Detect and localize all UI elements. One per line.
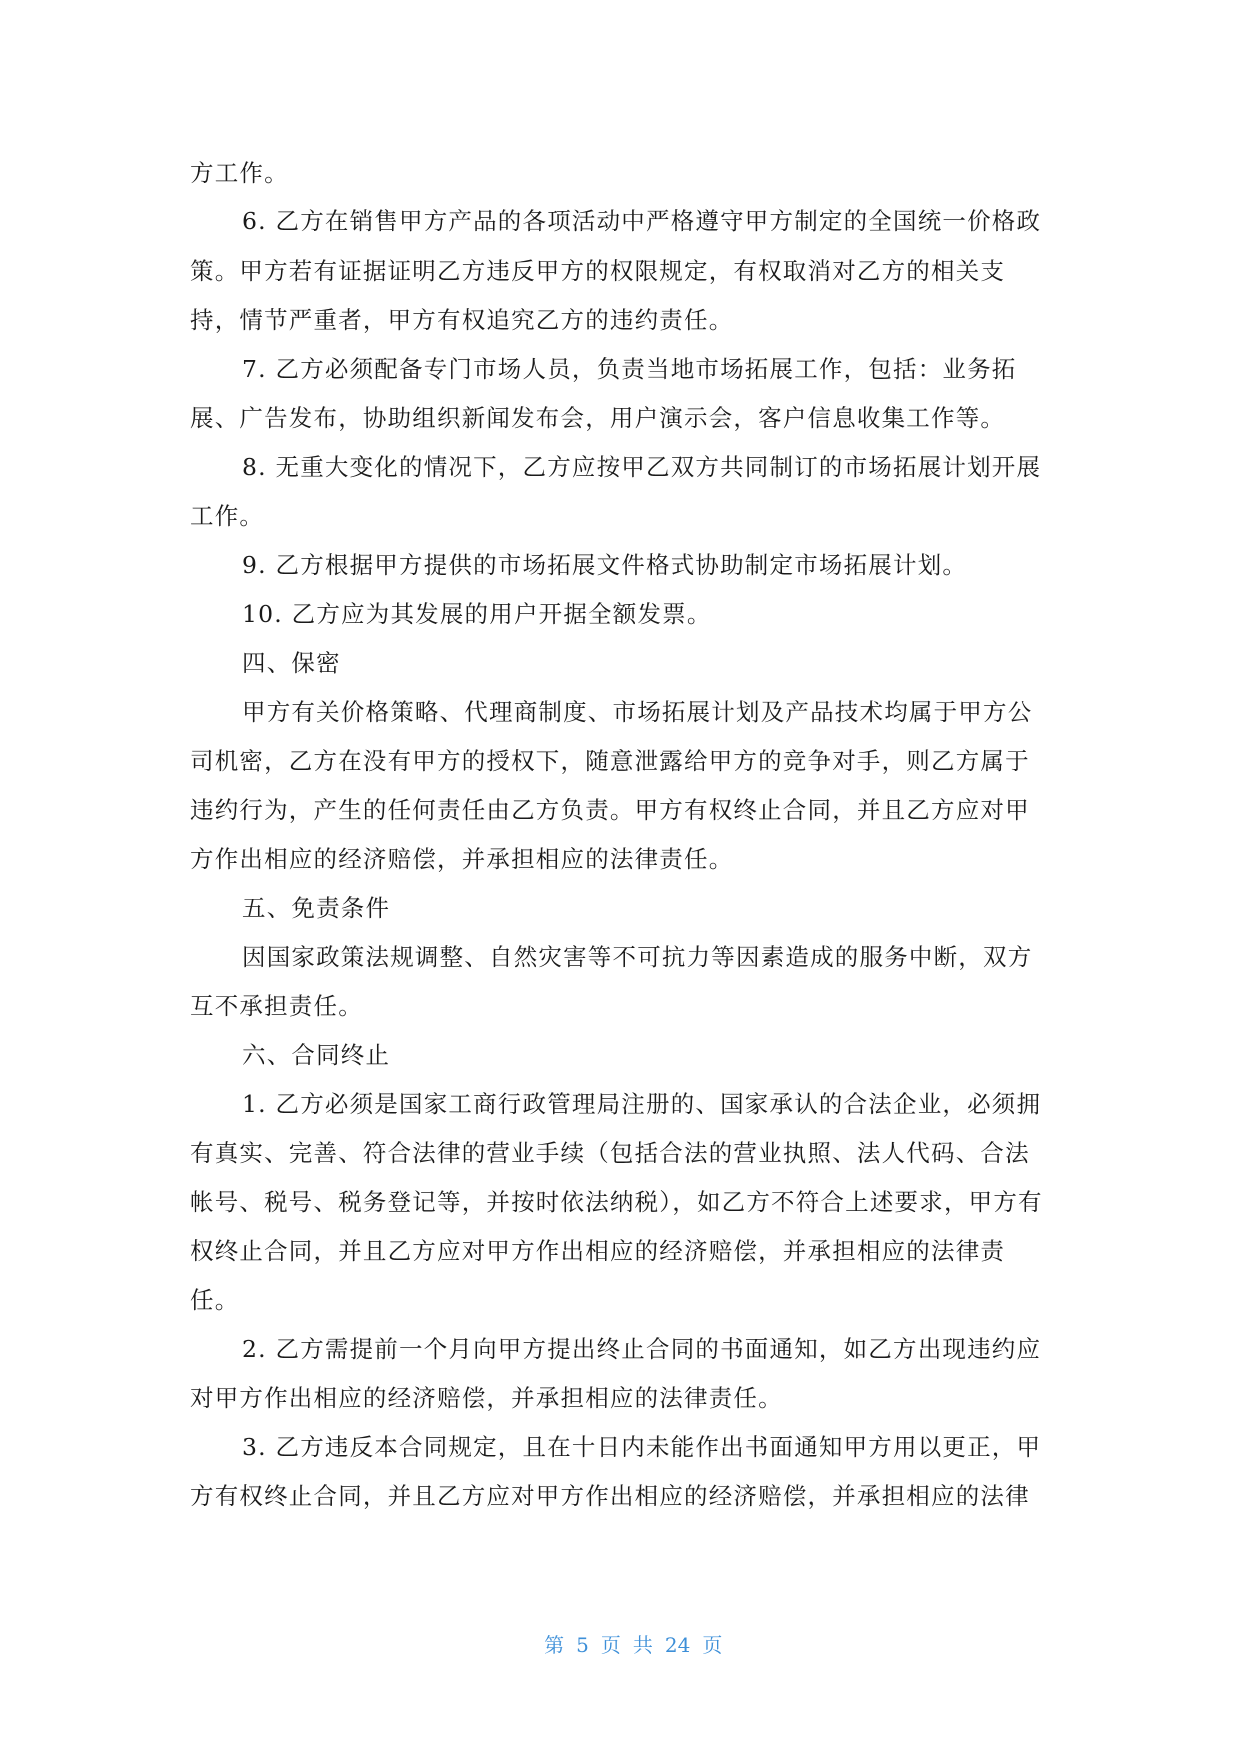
page-number: 5 xyxy=(576,1633,589,1657)
total-pages: 24 xyxy=(664,1633,691,1657)
text-line: 工作。 xyxy=(190,502,265,530)
text-line: 权终止合同，并且乙方应对甲方作出相应的经济赔偿，并承担相应的法律责 xyxy=(190,1237,1006,1265)
text-line: 互不承担责任。 xyxy=(190,992,363,1020)
page-footer xyxy=(0,1605,1241,1682)
text-line: 2. 乙方需提前一个月向甲方提出终止合同的书面通知，如乙方出现违约应 xyxy=(242,1335,1042,1363)
text-line: 帐号、税号、税务登记等，并按时依法纳税），如乙方不符合上述要求，甲方有 xyxy=(190,1188,1043,1216)
text-line: 方工作。 xyxy=(190,159,289,187)
text-line: 任。 xyxy=(190,1286,240,1314)
text-line: 3. 乙方违反本合同规定，且在十日内未能作出书面通知甲方用以更正，甲 xyxy=(242,1433,1042,1461)
text-line: 司机密，乙方在没有甲方的授权下，随意泄露给甲方的竞争对手，则乙方属于 xyxy=(190,747,1030,775)
footer-gong: 共 xyxy=(632,1633,653,1657)
footer-ye2: 页 xyxy=(702,1633,723,1657)
text-line: 1. 乙方必须是国家工商行政管理局注册的、国家承认的合法企业，必须拥 xyxy=(242,1090,1042,1118)
text-line: 9. 乙方根据甲方提供的市场拓展文件格式协助制定市场拓展计划。 xyxy=(242,551,968,579)
text-line: 违约行为，产生的任何责任由乙方负责。甲方有权终止合同，并且乙方应对甲 xyxy=(190,796,1030,824)
text-line: 策。甲方若有证据证明乙方违反甲方的权限规定，有权取消对乙方的相关支 xyxy=(190,257,1006,285)
section-heading: 五、免责条件 xyxy=(242,894,391,922)
footer-ye: 页 xyxy=(600,1633,621,1657)
text-line: 8. 无重大变化的情况下，乙方应按甲乙双方共同制订的市场拓展计划开展 xyxy=(242,453,1042,481)
text-line: 因国家政策法规调整、自然灾害等不可抗力等因素造成的服务中断，双方 xyxy=(242,943,1033,971)
section-heading: 四、保密 xyxy=(242,649,341,677)
footer-di: 第 xyxy=(544,1633,565,1657)
text-line: 甲方有关价格策略、代理商制度、市场拓展计划及产品技术均属于甲方公 xyxy=(242,698,1033,726)
text-line: 持，情节严重者，甲方有权追究乙方的违约责任。 xyxy=(190,306,734,334)
text-line: 10. 乙方应为其发展的用户开据全额发票。 xyxy=(242,600,712,628)
text-line: 有真实、完善、符合法律的营业手续（包括合法的营业执照、法人代码、合法 xyxy=(190,1139,1030,1167)
text-line: 7. 乙方必须配备专门市场人员，负责当地市场拓展工作，包括：业务拓 xyxy=(242,355,1017,383)
section-heading: 六、合同终止 xyxy=(242,1041,391,1069)
text-line: 6. 乙方在销售甲方产品的各项活动中严格遵守甲方制定的全国统一价格政 xyxy=(242,207,1042,235)
text-line: 方作出相应的经济赔偿，并承担相应的法律责任。 xyxy=(190,845,734,873)
text-line: 展、广告发布，协助组织新闻发布会，用户演示会，客户信息收集工作等。 xyxy=(190,404,1006,432)
text-line: 对甲方作出相应的经济赔偿，并承担相应的法律责任。 xyxy=(190,1384,783,1412)
text-line: 方有权终止合同，并且乙方应对甲方作出相应的经济赔偿，并承担相应的法律 xyxy=(190,1482,1030,1510)
